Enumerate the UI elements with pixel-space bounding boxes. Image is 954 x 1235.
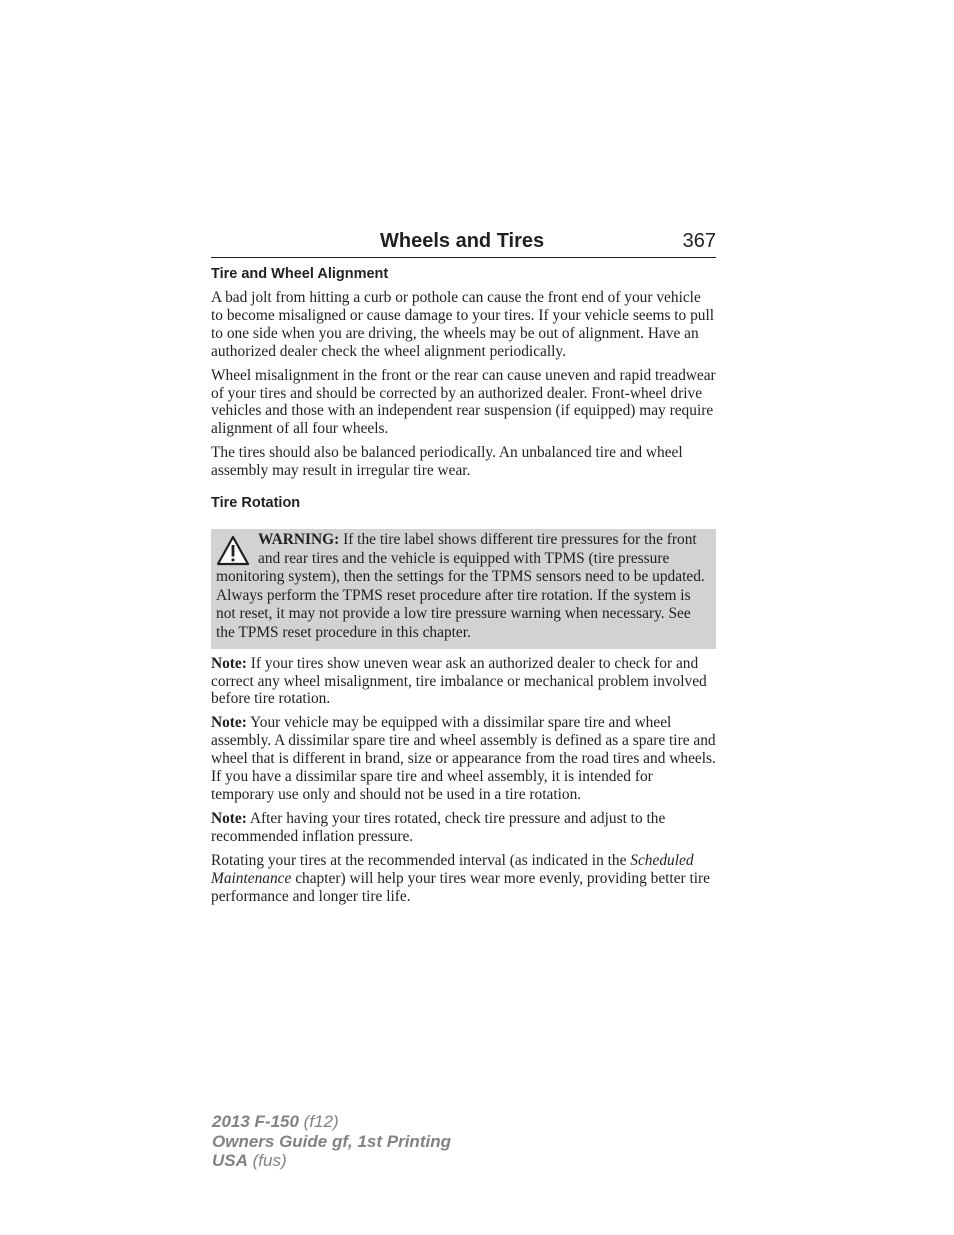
rotation-paragraph xyxy=(211,852,716,906)
note-1 xyxy=(211,655,716,709)
note-2 xyxy=(211,714,716,804)
section-heading-alignment: Tire and Wheel Alignment xyxy=(211,266,389,282)
page-header xyxy=(211,229,716,258)
section-heading-rotation: Tire Rotation xyxy=(211,495,301,512)
alignment-paragraph-1: A bad jolt from hitting a curb or pothole can cause the front end of your vehicle to become misaligned or cause damage to your tires. If your vehicle seems to pull to one side when you are driving, the wheels may be out of alignment. Have an authorized dealer check the wheel alignment periodically. xyxy=(211,289,715,360)
footer-line-1 xyxy=(212,1112,451,1132)
alignment-paragraph-2: Wheel misalignment in the front or the rear can cause uneven and rapid treadwear of your tires and should be corrected by an authorized dealer. Front-wheel drive vehicles and those with an independent rear suspension (if equipped) may require alignment of all four wheels. xyxy=(211,366,716,438)
warning-text xyxy=(216,531,711,643)
page-number: 367 xyxy=(682,230,716,252)
footer-model-code: (f12) xyxy=(298,1112,339,1131)
note-1-text: If your tires show uneven wear ask an authorized dealer to check for and correct any wheel misalignment, tire imbalance or mechanical problem involved before tire rotation. xyxy=(211,654,707,708)
scheduled-maintenance-reference: Scheduled Maintenance xyxy=(211,851,694,887)
footer-model: 2013 F-150 xyxy=(212,1112,299,1131)
footer-market-code: (fus) xyxy=(247,1151,287,1170)
rotation-text-pre: Rotating your tires at the recommended interval (as indicated in the xyxy=(211,851,631,869)
note-3 xyxy=(211,810,716,846)
note-label: Note: xyxy=(211,654,247,672)
note-label: Note: xyxy=(211,809,247,827)
alignment-paragraph-3: The tires should also be balanced periodically. An unbalanced tire and wheel assembly may result in irregular tire wear. xyxy=(211,444,683,480)
footer-line-2: Owners Guide gf, 1st Printing xyxy=(212,1131,451,1151)
note-label: Note: xyxy=(211,714,247,732)
chapter-title: Wheels and Tires xyxy=(380,230,545,252)
warning-box xyxy=(211,529,716,649)
footer-line-3 xyxy=(212,1151,451,1171)
warning-body: If the tire label shows different tire pressures for the front and rear tires and the vehicle is equipped with TPMS (tire pressure monitoring system), then the settings for the TPMS sensors need to be updated. Always perform the TPMS reset procedure after tire rotation. If the system is not reset, it may not provide a low tire pressure warning when necessary. See the TPMS reset procedure in this chapter. xyxy=(216,531,705,642)
page-footer xyxy=(212,1112,451,1171)
rotation-text-post: chapter) will help your tires wear more evenly, providing better tire performance and longer tire life. xyxy=(211,869,711,905)
note-3-text: After having your tires rotated, check tire pressure and adjust to the recommended inflation pressure. xyxy=(211,809,666,845)
note-2-text: Your vehicle may be equipped with a dissimilar spare tire and wheel assembly. A dissimilar spare tire and wheel assembly is defined as a spare tire and wheel that is different in brand, size or appearance from the road tires and wheels. If you have a dissimilar spare tire and wheel assembly, it is intended for temporary use only and should not be used in a tire rotation. xyxy=(211,714,716,803)
page-content xyxy=(211,229,716,905)
warning-label: WARNING: xyxy=(258,531,340,549)
warning-triangle-icon xyxy=(216,534,250,568)
footer-market: USA xyxy=(212,1151,248,1170)
